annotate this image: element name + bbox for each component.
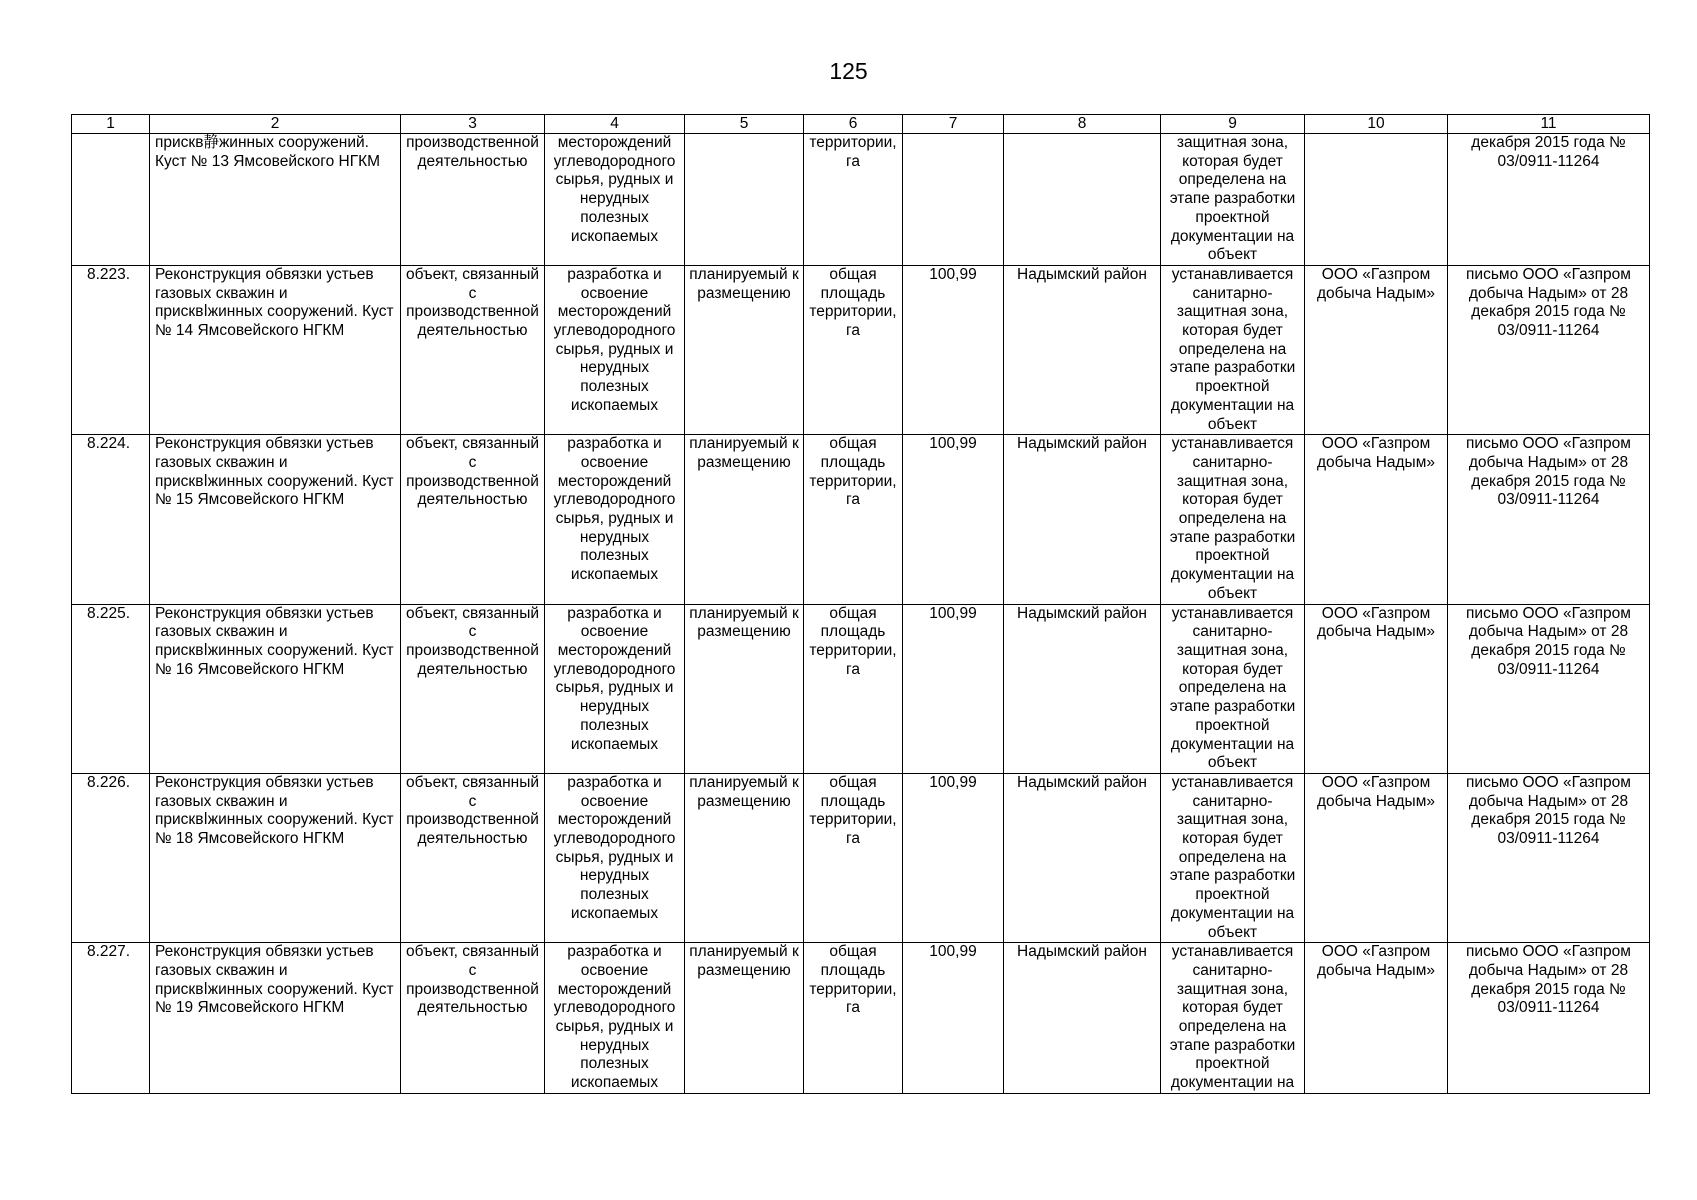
cell-initiator: ООО «Газпром добыча Надым» <box>1305 265 1448 434</box>
cell-status: объект, связанный с производственной деятельностью <box>401 265 545 434</box>
cell-purpose: разработка и освоение месторождений углеводородного сырья, рудных и нерудных полезных ископаемых <box>545 435 685 604</box>
cell-status: объект, связанный с производственной деятельностью <box>401 943 545 1094</box>
header-cell: 9 <box>1161 115 1305 134</box>
objects-table <box>71 114 1650 1094</box>
cell-state <box>685 134 804 266</box>
cell-number: 8.227. <box>72 943 150 1094</box>
cell-name: Реконструкция обвязки устьев газовых скважин и присквاжинных сооружений. Куст № 14 Ямсовейского НГКМ <box>150 265 401 434</box>
cell-parameter: территории, га <box>804 134 903 266</box>
cell-number: 8.226. <box>72 773 150 942</box>
cell-basis: письмо ООО «Газпром добыча Надым» от 28 декабря 2015 года № 03/0911-11264 <box>1448 604 1650 773</box>
cell-parameter: общая площадь территории, га <box>804 435 903 604</box>
table-row <box>72 773 1650 942</box>
cell-zone: устанавливается санитарно-защитная зона, которая будет определена на этапе разработки проектной документации на объект <box>1161 435 1305 604</box>
cell-parameter: общая площадь территории, га <box>804 943 903 1094</box>
cell-basis: письмо ООО «Газпром добыча Надым» от 28 декабря 2015 года № 03/0911-11264 <box>1448 773 1650 942</box>
cell-location: Надымский район <box>1004 943 1161 1094</box>
cell-value: 100,99 <box>903 435 1004 604</box>
cell-location: Надымский район <box>1004 604 1161 773</box>
cell-value: 100,99 <box>903 773 1004 942</box>
cell-name: Реконструкция обвязки устьев газовых скважин и присквاжинных сооружений. Куст № 18 Ямсовейского НГКМ <box>150 773 401 942</box>
cell-initiator: ООО «Газпром добыча Надым» <box>1305 604 1448 773</box>
page-number: 125 <box>829 58 868 84</box>
cell-value: 100,99 <box>903 943 1004 1094</box>
cell-name: Реконструкция обвязки устьев газовых скважин и присквاжинных сооружений. Куст № 19 Ямсовейского НГКМ <box>150 943 401 1094</box>
cell-status: производственной деятельностью <box>401 134 545 266</box>
cell-basis: письмо ООО «Газпром добыча Надым» от 28 декабря 2015 года № 03/0911-11264 <box>1448 943 1650 1094</box>
header-cell: 8 <box>1004 115 1161 134</box>
header-cell: 6 <box>804 115 903 134</box>
cell-location: Надымский район <box>1004 265 1161 434</box>
table-row <box>72 265 1650 434</box>
cell-zone: защитная зона, которая будет определена на этапе разработки проектной документации на объект <box>1161 134 1305 266</box>
cell-value: 100,99 <box>903 604 1004 773</box>
cell-status: объект, связанный с производственной деятельностью <box>401 435 545 604</box>
cell-location <box>1004 134 1161 266</box>
cell-purpose: разработка и освоение месторождений углеводородного сырья, рудных и нерудных полезных ископаемых <box>545 773 685 942</box>
cell-state: планируемый к размещению <box>685 435 804 604</box>
cell-basis: письмо ООО «Газпром добыча Надым» от 28 декабря 2015 года № 03/0911-11264 <box>1448 435 1650 604</box>
cell-parameter: общая площадь территории, га <box>804 604 903 773</box>
cell-state: планируемый к размещению <box>685 604 804 773</box>
cell-name: прискв静жинных сооружений. Куст № 13 Ямсовейского НГКМ <box>150 134 401 266</box>
cell-location: Надымский район <box>1004 435 1161 604</box>
cell-state: планируемый к размещению <box>685 265 804 434</box>
header-cell: 10 <box>1305 115 1448 134</box>
header-row <box>72 115 1650 134</box>
cell-state: планируемый к размещению <box>685 773 804 942</box>
cell-purpose: разработка и освоение месторождений углеводородного сырья, рудных и нерудных полезных ископаемых <box>545 604 685 773</box>
cell-initiator: ООО «Газпром добыча Надым» <box>1305 773 1448 942</box>
cell-zone: устанавливается санитарно-защитная зона, которая будет определена на этапе разработки проектной документации на <box>1161 943 1305 1094</box>
header-cell: 7 <box>903 115 1004 134</box>
header-cell: 11 <box>1448 115 1650 134</box>
cell-initiator: ООО «Газпром добыча Надым» <box>1305 943 1448 1094</box>
cell-name: Реконструкция обвязки устьев газовых скважин и присквاжинных сооружений. Куст № 16 Ямсовейского НГКМ <box>150 604 401 773</box>
cell-number: 8.223. <box>72 265 150 434</box>
cell-name: Реконструкция обвязки устьев газовых скважин и присквاжинных сооружений. Куст № 15 Ямсовейского НГКМ <box>150 435 401 604</box>
continuation-row <box>72 134 1650 266</box>
cell-number: 8.224. <box>72 435 150 604</box>
cell-value <box>903 134 1004 266</box>
header-cell: 2 <box>150 115 401 134</box>
table-row <box>72 943 1650 1094</box>
header-cell: 3 <box>401 115 545 134</box>
cell-status: объект, связанный с производственной деятельностью <box>401 604 545 773</box>
cell-purpose: разработка и освоение месторождений углеводородного сырья, рудных и нерудных полезных ископаемых <box>545 265 685 434</box>
cell-zone: устанавливается санитарно-защитная зона, которая будет определена на этапе разработки проектной документации на объект <box>1161 604 1305 773</box>
cell-parameter: общая площадь территории, га <box>804 773 903 942</box>
cell-purpose: разработка и освоение месторождений углеводородного сырья, рудных и нерудных полезных ископаемых <box>545 943 685 1094</box>
cell-value: 100,99 <box>903 265 1004 434</box>
cell-zone: устанавливается санитарно-защитная зона, которая будет определена на этапе разработки проектной документации на объект <box>1161 773 1305 942</box>
cell-basis: декабря 2015 года № 03/0911-11264 <box>1448 134 1650 266</box>
cell-status: объект, связанный с производственной деятельностью <box>401 773 545 942</box>
header-cell: 5 <box>685 115 804 134</box>
cell-initiator <box>1305 134 1448 266</box>
cell-parameter: общая площадь территории, га <box>804 265 903 434</box>
header-cell: 4 <box>545 115 685 134</box>
header-cell: 1 <box>72 115 150 134</box>
cell-number: 8.225. <box>72 604 150 773</box>
table-row <box>72 435 1650 604</box>
cell-location: Надымский район <box>1004 773 1161 942</box>
cell-state: планируемый к размещению <box>685 943 804 1094</box>
table-row <box>72 604 1650 773</box>
cell-number <box>72 134 150 266</box>
cell-zone: устанавливается санитарно-защитная зона, которая будет определена на этапе разработки проектной документации на объект <box>1161 265 1305 434</box>
cell-basis: письмо ООО «Газпром добыча Надым» от 28 декабря 2015 года № 03/0911-11264 <box>1448 265 1650 434</box>
cell-purpose: месторождений углеводородного сырья, рудных и нерудных полезных ископаемых <box>545 134 685 266</box>
cell-initiator: ООО «Газпром добыча Надым» <box>1305 435 1448 604</box>
